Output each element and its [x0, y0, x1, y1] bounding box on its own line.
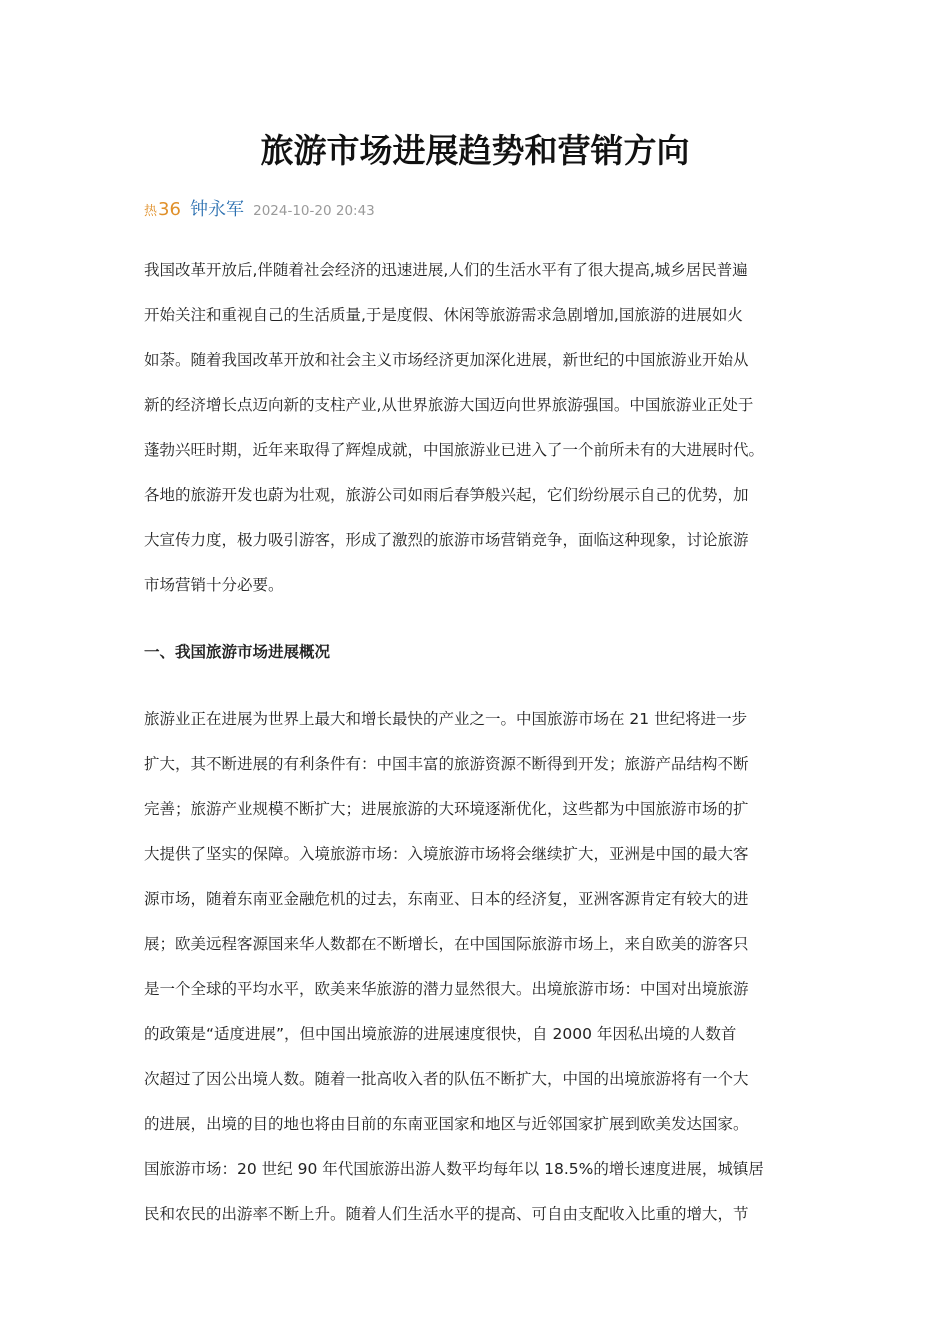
section-heading: 一、我国旅游市场进展概况 — [144, 643, 331, 661]
text-line: 大宣传力度，极力吸引游客，形成了激烈的旅游市场营销竞争，面临这种现象，讨论旅游 — [144, 531, 749, 549]
text-line: 各地的旅游开发也蔚为壮观，旅游公司如雨后春笋般兴起，它们纷纷展示自己的优势，加 — [144, 486, 749, 504]
text-line: 蓬勃兴旺时期，近年来取得了辉煌成就，中国旅游业已进入了一个前所未有的大进展时代。 — [144, 441, 765, 459]
text-line: 是一个全球的平均水平，欧美来华旅游的潜力显然很大。出境旅游市场：中国对出境旅游 — [144, 980, 749, 998]
author-link[interactable]: 钟永军 — [190, 199, 245, 220]
hot-label: 热 — [144, 204, 158, 219]
text-line: 新的经济增长点迈向新的支柱产业,从世界旅游大国迈向世界旅游强国。中国旅游业正处于 — [144, 396, 754, 414]
text-line: 次超过了因公出境人数。随着一批高收入者的队伍不断扩大，中国的出境旅游将有一个大 — [144, 1070, 749, 1088]
text-line: 如荼。随着我国改革开放和社会主义市场经济更加深化进展，新世纪的中国旅游业开始从 — [144, 351, 749, 369]
article-body — [144, 248, 808, 1237]
text-line: 展；欧美远程客源国来华人数都在不断增长，在中国国际旅游市场上，来自欧美的游客只 — [144, 935, 749, 953]
hot-count: 36 — [158, 199, 181, 220]
article-title: 旅游市场进展趋势和营销方向 — [260, 131, 690, 170]
text-line: 国旅游市场：20 世纪 90 年代国旅游出游人数平均每年以 18.5%的增长速度进展，城镇居 — [144, 1160, 764, 1178]
paragraph-intro — [144, 248, 808, 608]
spacer — [144, 675, 808, 697]
spacer — [144, 608, 808, 630]
publish-date: 2024-10-20 20:43 — [253, 203, 375, 219]
text-line: 市场营销十分必要。 — [144, 576, 284, 594]
text-line: 我国改革开放后,伴随着社会经济的迅速进展,人们的生活水平有了很大提高,城乡居民普遍 — [144, 261, 748, 279]
text-line: 源市场，随着东南亚金融危机的过去，东南亚、日本的经济复，亚洲客源肯定有较大的进 — [144, 890, 749, 908]
text-line: 的政策是“适度进展”，但中国出境旅游的进展速度很快，自 2000 年因私出境的人数首 — [144, 1025, 737, 1043]
article-meta — [144, 198, 375, 222]
text-line: 完善；旅游产业规模不断扩大；进展旅游的大环境逐渐优化，这些都为中国旅游市场的扩 — [144, 800, 749, 818]
text-line: 扩大，其不断进展的有利条件有：中国丰富的旅游资源不断得到开发；旅游产品结构不断 — [144, 755, 749, 773]
text-line: 旅游业正在进展为世界上最大和增长最快的产业之一。中国旅游市场在 21 世纪将进一步 — [144, 710, 748, 728]
paragraph-market-overview — [144, 697, 808, 1237]
text-line: 大提供了坚实的保障。入境旅游市场：入境旅游市场将会继续扩大，亚洲是中国的最大客 — [144, 845, 749, 863]
text-line: 民和农民的出游率不断上升。随着人们生活水平的提高、可自由支配收入比重的增大，节 — [144, 1205, 749, 1223]
text-line: 的进展，出境的目的地也将由目前的东南亚国家和地区与近邻国家扩展到欧美发达国家。 — [144, 1115, 749, 1133]
text-line: 开始关注和重视自己的生活质量,于是度假、休闲等旅游需求急剧增加,国旅游的进展如火 — [144, 306, 743, 324]
